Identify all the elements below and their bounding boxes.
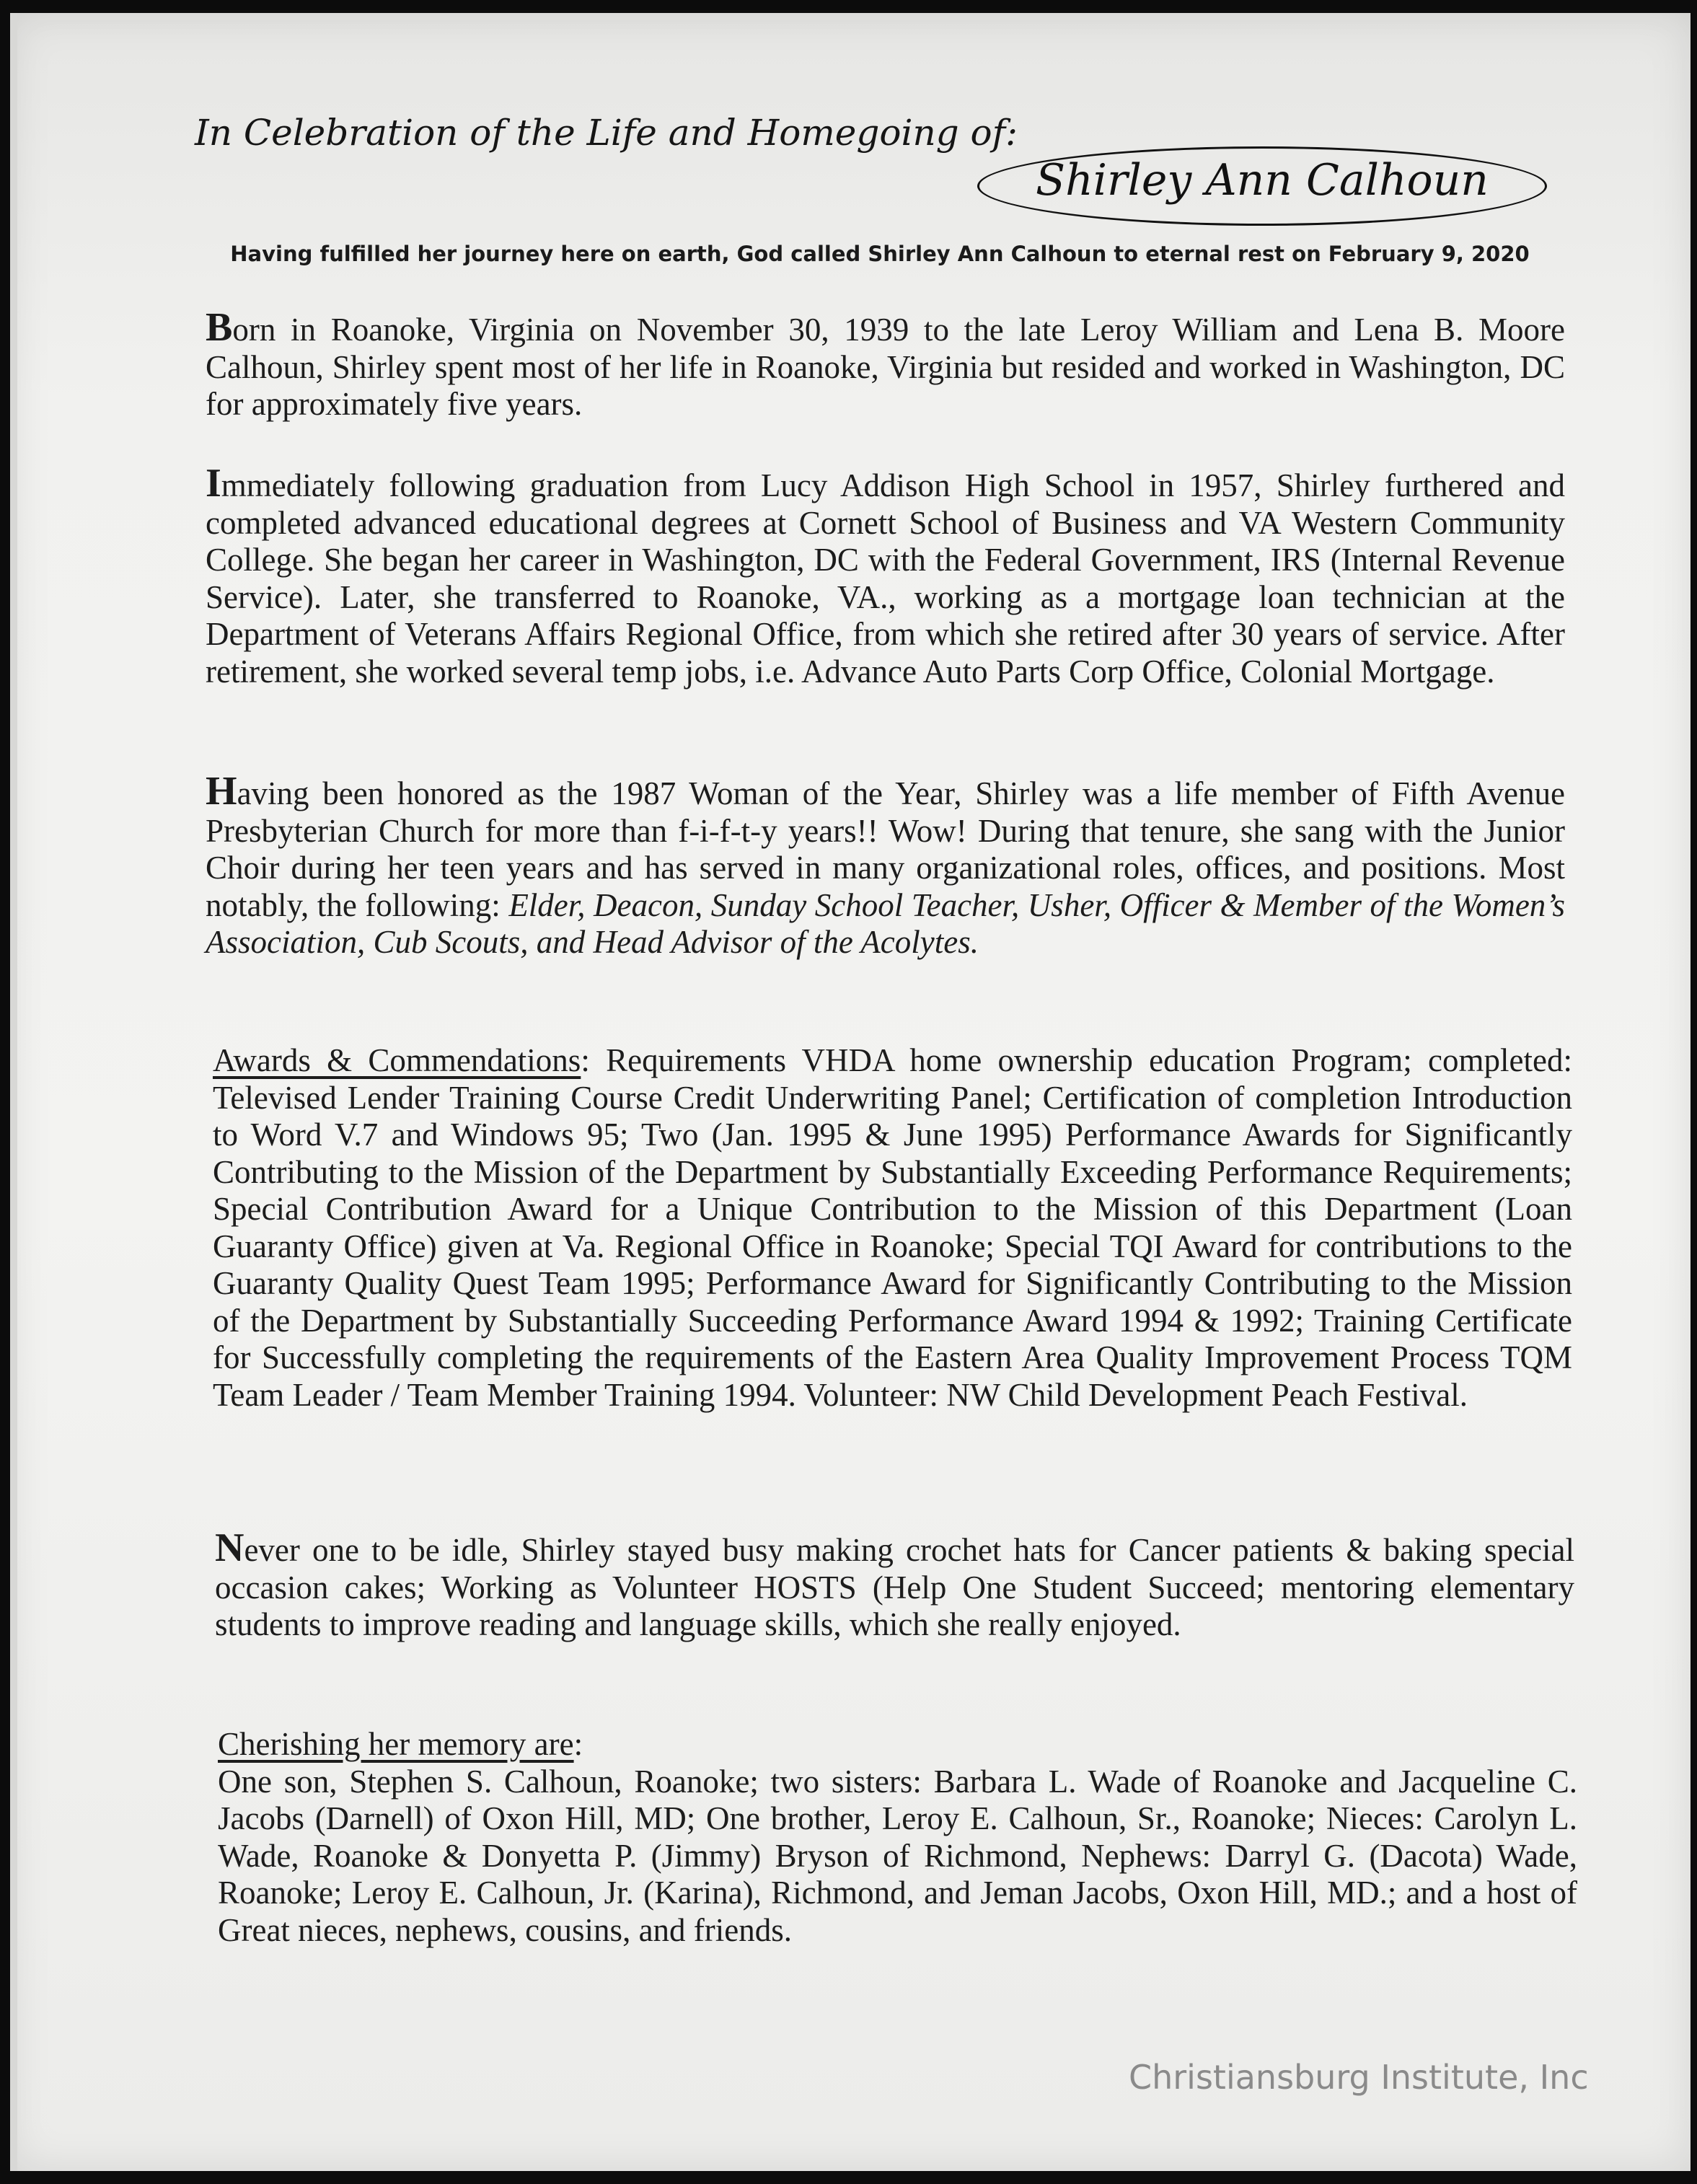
- paragraph-text: mmediately following graduation from Lucy Addison High School in 1957, Shirley furthered and completed advanced educational degrees at Cornett School of Business and VA Western Community College. She began her career in Washington, DC with the Federal Government, IRS (Internal Revenue Service). Later, she transferred to Roanoke, VA., working as a mortgage loan technician at the Department of Veterans Affairs Regional Office, from which she retired after 30 years of service. After retirement, she worked several temp jobs, i.e. Advance Auto Parts Corp Office, Colonial Mortgage.: [206, 467, 1565, 690]
- awards-paragraph: [213, 1042, 1572, 1414]
- volunteer-paragraph: [215, 1525, 1574, 1644]
- awards-heading: Awards & Commendations: [213, 1042, 581, 1078]
- drop-cap: B: [206, 305, 233, 350]
- paragraph-text: ever one to be idle, Shirley stayed busy making crochet hats for Cancer patients & baking special occasion cakes; Working as Volunteer HOSTS (Help One Student Succeed; mentoring elementary students to improve reading and language skills, which she really enjoyed.: [215, 1532, 1574, 1642]
- drop-cap: H: [206, 769, 237, 814]
- celebration-heading: In Celebration of the Life and Homegoing of:: [195, 112, 1018, 154]
- drop-cap: N: [215, 1525, 244, 1570]
- deceased-name: Shirley Ann Calhoun: [1036, 155, 1489, 206]
- paragraph-text: orn in Roanoke, Virginia on November 30, 1939 to the late Leroy William and Lena B. Moore Calhoun, Shirley spent most of her life in Roanoke, Virginia but resided and worked in Washington, DC for approximately five years.: [206, 312, 1565, 422]
- paragraph-text: aving been honored as the 1987 Woman of the Year, Shirley was a life member of Fifth Avenue Presbyterian Church for more than f-i-f-t-y years!! Wow! During that tenure, she sang with the Junior Choir during her teen years and has served in many organizational roles, offices, and positions. Most notably, the following:: [206, 775, 1565, 923]
- page-edge: [10, 13, 17, 2171]
- church-paragraph: [206, 769, 1566, 961]
- heading-colon: :: [573, 1726, 583, 1762]
- career-paragraph: [206, 461, 1565, 690]
- subtitle-line: Having fulfilled her journey here on earth, God called Shirley Ann Calhoun to eternal rest on February 9, 2020: [230, 242, 1530, 266]
- family-heading: Cherishing her memory are: [218, 1726, 574, 1762]
- drop-cap: I: [206, 461, 221, 506]
- archive-watermark: Christiansburg Institute, Inc: [1129, 2058, 1589, 2097]
- family-paragraph: [218, 1726, 1577, 1949]
- paragraph-text: One son, Stephen S. Calhoun, Roanoke; two sisters: Barbara L. Wade of Roanoke and Jacqueline C. Jacobs (Darnell) of Oxon Hill, MD; One brother, Leroy E. Calhoun, Sr., Roanoke; Nieces: Carolyn L. Wade, Roanoke & Donyetta P. (Jimmy) Bryson of Richmond, Nephews: Darryl G. (Dacota) Wade, Roanoke; Leroy E. Calhoun, Jr. (Karina), Richmond, and Jeman Jacobs, Oxon Hill, MD.; and a host of Great nieces, nephews, cousins, and friends.: [218, 1763, 1577, 1948]
- paragraph-text: : Requirements VHDA home ownership education Program; completed: Televised Lender Training Course Credit Underwriting Panel; Certification of completion Introduction to Word V.7 and Windows 95; Two (Jan. 1995 & June 1995) Performance Awards for Significantly Contributing to the Mission of the Department by Substantially Exceeding Performance Requirements; Special Contribution Award for a Unique Contribution to the Mission of this Department (Loan Guaranty Office) given at Va. Regional Office in Roanoke; Special TQI Award for contributions to the Guaranty Quality Quest Team 1995; Performance Award for Significantly Contributing to the Mission of the Department by Substantially Succeeding Performance Award 1994 & 1992; Training Certificate for Successfully completing the requirements of the Eastern Area Quality Improvement Process TQM Team Leader / Team Member Training 1994. Volunteer: NW Child Development Peach Festival.: [213, 1042, 1572, 1413]
- church-roles-list: Elder, Deacon, Sunday School Teacher, Usher, Officer & Member of the Women’s Association, Cub Scouts, and Head Advisor of the Acolytes.: [206, 886, 1566, 960]
- birth-paragraph: [206, 305, 1565, 423]
